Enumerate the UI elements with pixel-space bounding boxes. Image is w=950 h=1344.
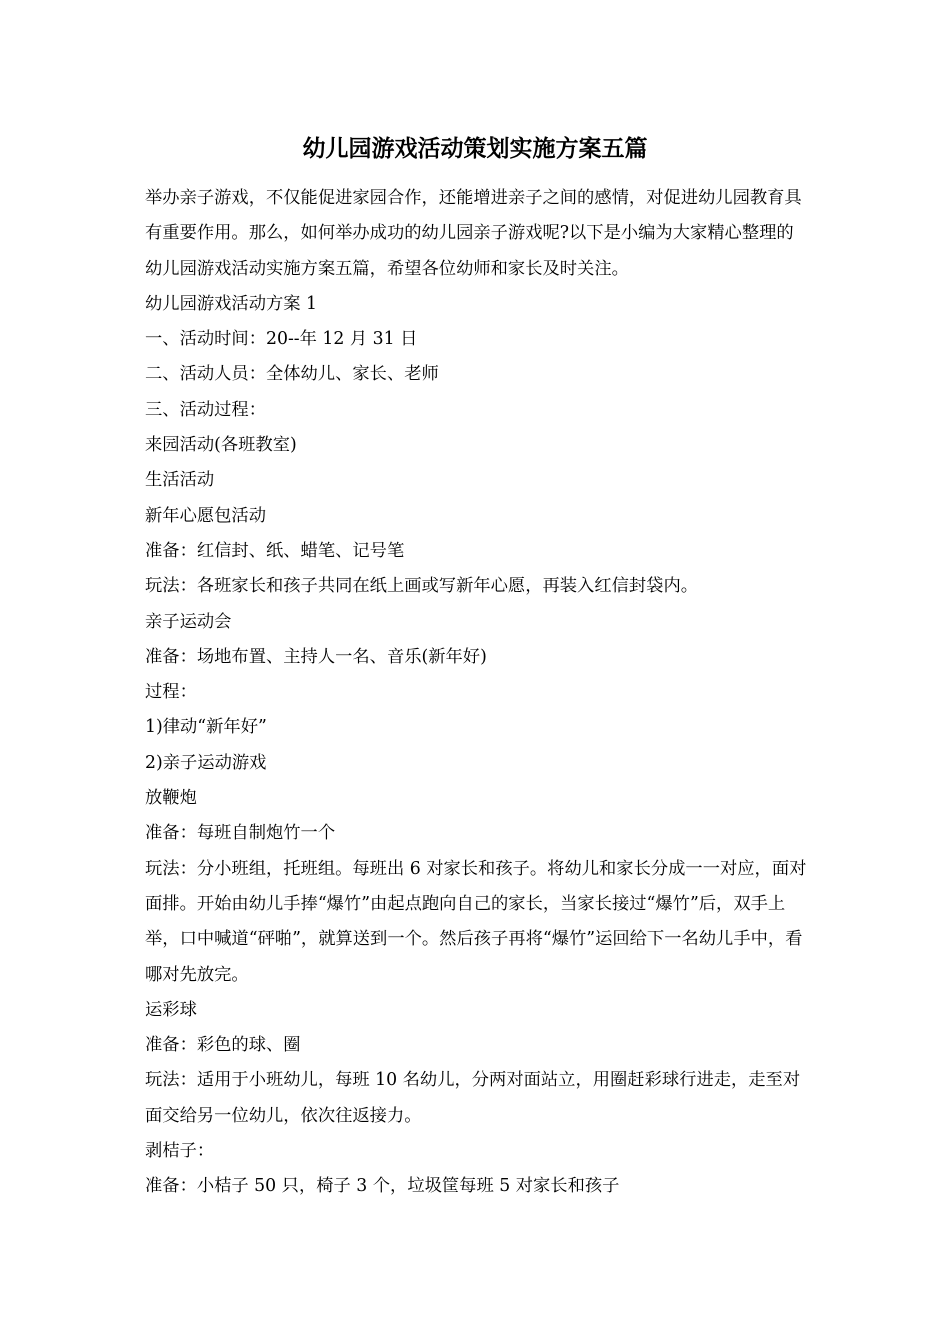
- arrival-activity: 来园活动(各班教室): [145, 435, 297, 456]
- document-title: 幼儿园游戏活动策划实施方案五篇: [302, 135, 648, 162]
- wish-rules: 玩法：各班家长和孩子共同在纸上画或写新年心愿，再装入红信封袋内。: [145, 576, 699, 597]
- section-heading-plan-1: 幼儿园游戏活动方案 1: [145, 293, 318, 314]
- daily-life-activity: 生活活动: [145, 470, 215, 491]
- color-ball-preparation: 准备：彩色的球、圈: [145, 1035, 301, 1056]
- color-ball-game-heading: 运彩球: [145, 999, 197, 1020]
- document-body: [145, 181, 810, 1205]
- firecracker-rules: 玩法：分小班组，托班组。每班出 6 对家长和孩子。将幼儿和家长分成一一对应，面对面排。开始由幼儿手捧“爆竹”由起点跑向自己的家长，当家长接过“爆竹”后，双手上举，口中喊道“砰啪”，就算送到一个。然后孩子再将“爆竹”运回给下一名幼儿手中，看哪对先放完。: [145, 858, 807, 985]
- color-ball-rules: 玩法：适用于小班幼儿，每班 10 名幼儿，分两对面站立，用圈赶彩球行进走，走至对面交给另一位幼儿，依次往返接力。: [145, 1070, 801, 1126]
- new-year-wish-activity: 新年心愿包活动: [145, 505, 266, 526]
- process-step-1: 1)律动“新年好”: [145, 717, 267, 738]
- activity-process-heading: 三、活动过程：: [145, 399, 266, 420]
- sports-meet-preparation: 准备：场地布置、主持人一名、音乐(新年好): [145, 646, 487, 667]
- firecracker-game-heading: 放鞭炮: [145, 788, 197, 809]
- orange-peeling-heading: 剥桔子：: [145, 1141, 215, 1162]
- activity-participants: 二、活动人员：全体幼儿、家长、老师: [145, 364, 439, 385]
- firecracker-preparation: 准备：每班自制炮竹一个: [145, 823, 336, 844]
- orange-peeling-preparation: 准备：小桔子 50 只，椅子 3 个，垃圾筐每班 5 对家长和孩子: [145, 1176, 620, 1197]
- activity-time: 一、活动时间：20--年 12 月 31 日: [145, 329, 418, 350]
- intro-paragraph: 举办亲子游戏，不仅能促进家园合作，还能增进亲子之间的感情，对促进幼儿园教育具有重要作用。那么，如何举办成功的幼儿园亲子游戏呢?以下是小编为大家精心整理的幼儿园游戏活动实施方案五篇，希望各位幼师和家长及时关注。: [145, 188, 802, 279]
- process-heading: 过程：: [145, 682, 197, 703]
- sports-meet-heading: 亲子运动会: [145, 611, 232, 632]
- wish-preparation: 准备：红信封、纸、蜡笔、记号笔: [145, 540, 405, 561]
- process-step-2: 2)亲子运动游戏: [145, 752, 267, 773]
